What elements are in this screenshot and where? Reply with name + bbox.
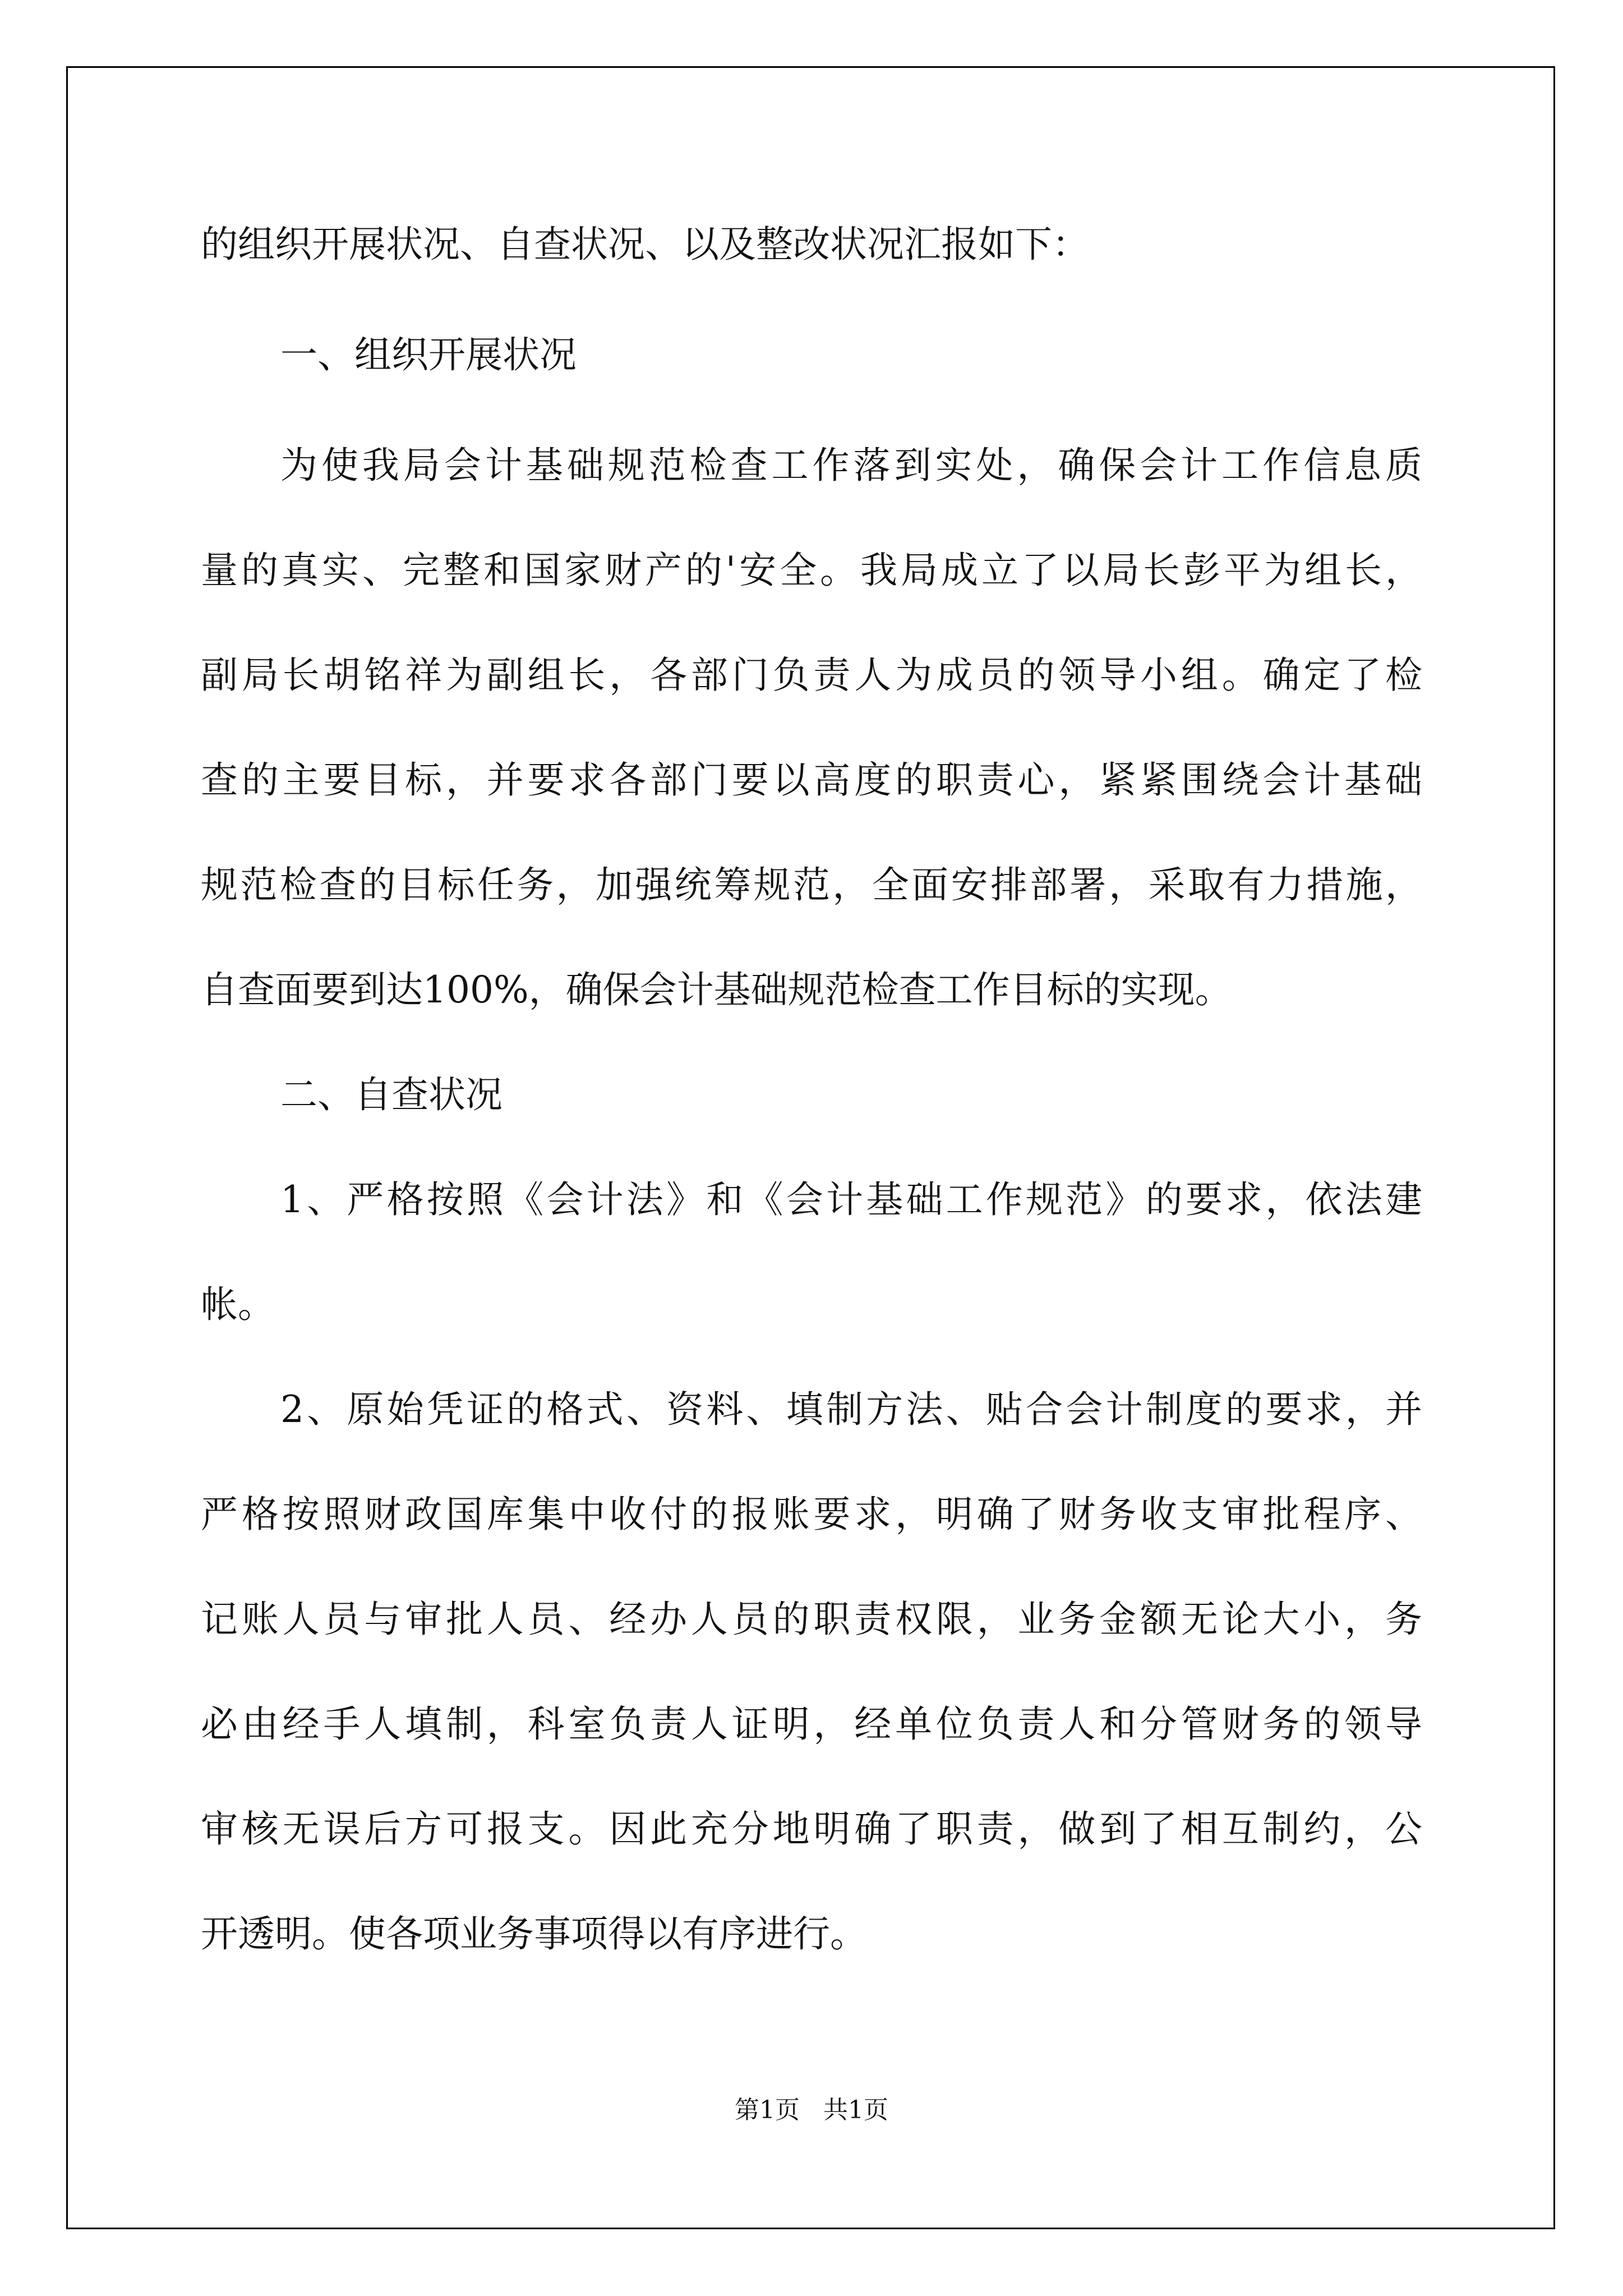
text-line: 记账人员与审批人员、经办人员的职责权限，业务金额无论大小，务 <box>201 1598 1422 1641</box>
page-border <box>66 66 1555 2229</box>
text-line: 1、严格按照《会计法》和《会计基础工作规范》的要求，依法建 <box>280 1178 1422 1221</box>
text-line: 自查面要到达100%，确保会计基础规范检查工作目标的实现。 <box>201 968 1232 1011</box>
section-heading: 二、自查状况 <box>280 1073 502 1116</box>
text-line: 帐。 <box>201 1283 275 1326</box>
text-line: 开透明。使各项业务事项得以有序进行。 <box>201 1912 867 1955</box>
text-line: 审核无误后方可报支。因此充分地明确了职责，做到了相互制约，公 <box>201 1807 1422 1851</box>
text-line: 的组织开展状况、自查状况、以及整改状况汇报如下： <box>201 223 1089 266</box>
text-line: 查的主要目标，并要求各部门要以高度的职责心，紧紧围绕会计基础 <box>201 758 1422 802</box>
text-line: 规范检查的目标任务，加强统筹规范，全面安排部署，采取有力措施， <box>201 863 1422 907</box>
text-line: 必由经手人填制，科室负责人证明，经单位负责人和分管财务的领导 <box>201 1703 1422 1746</box>
text-line: 为使我局会计基础规范检查工作落到实处，确保会计工作信息质 <box>280 444 1422 487</box>
page-number: 第1页 共1页 <box>735 2096 888 2124</box>
text-line: 量的真实、完整和国家财产的'安全。我局成立了以局长彭平为组长， <box>201 549 1422 592</box>
text-line: 严格按照财政国库集中收付的报账要求，明确了财务收支审批程序、 <box>201 1493 1422 1536</box>
text-line: 副局长胡铭祥为副组长，各部门负责人为成员的领导小组。确定了检 <box>201 654 1422 697</box>
section-heading: 一、组织开展状况 <box>280 333 577 376</box>
text-line: 2、原始凭证的格式、资料、填制方法、贴合会计制度的要求，并 <box>280 1388 1422 1431</box>
